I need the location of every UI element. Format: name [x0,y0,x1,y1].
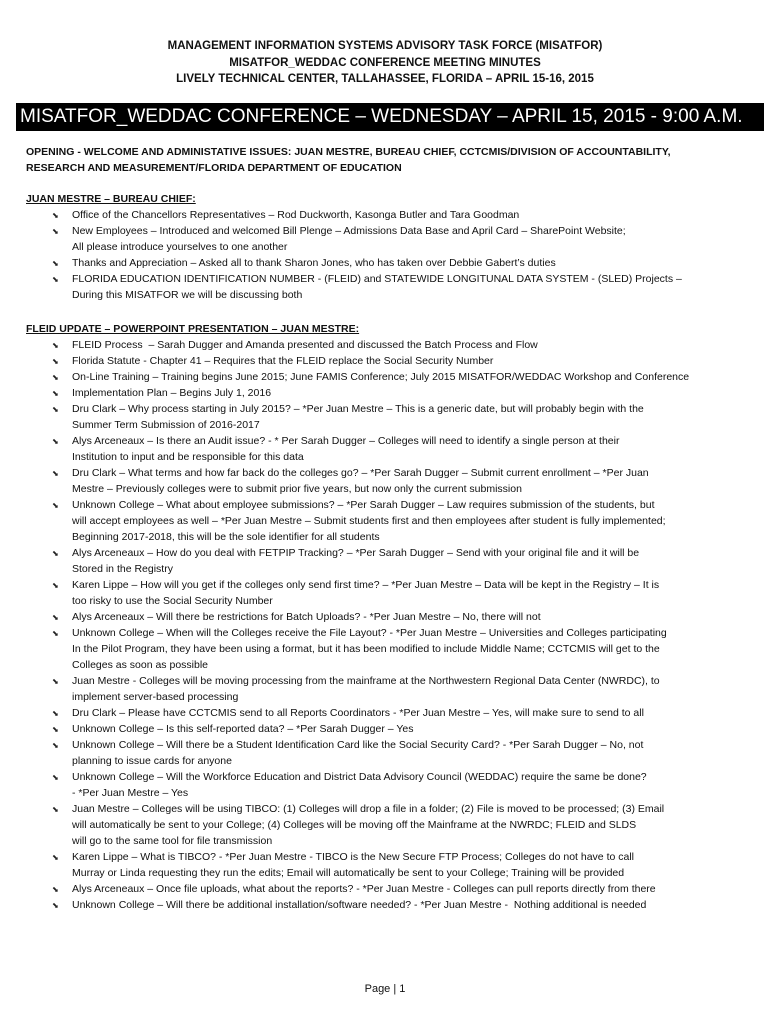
list-item [26,223,748,255]
list-item [26,497,748,545]
list-item-text: Alys Arceneaux – Is there an Audit issue? - * Per Sarah Dugger – Colleges will need to identify a single person at their Institution to input and be responsible for this data [72,435,620,463]
bullet-arrow-icon: ⬊ [52,357,59,366]
list-item-text: Unknown College – What about employee submissions? – *Per Sarah Dugger – Law requires submission of the students, but will accept employees as well – *Per Juan Mestre – Submit students first and then employees after student is fully implemented; Beginning 2017-2018, this will be the sole identifier for all students [72,499,666,543]
list-item [26,545,748,577]
list-item-text: Juan Mestre - Colleges will be moving processing from the mainframe at the Northwestern Regional Data Center (NWRDC), to implement server-based processing [72,675,660,703]
bullet-arrow-icon: ⬊ [52,227,59,236]
bullet-arrow-icon: ⬊ [52,677,59,686]
list-item-text: FLEID Process – Sarah Dugger and Amanda presented and discussed the Batch Process and Flow [72,339,538,351]
list-item-text: Dru Clark – What terms and how far back do the colleges go? – *Per Sarah Dugger – Submit current enrollment – *Per Juan Mestre – Previously colleges were to submit prior five years, but now only the current submission [72,467,649,495]
list-item-text: Thanks and Appreciation – Asked all to thank Sharon Jones, who has taken over Debbie Gabert’s duties [72,257,556,269]
bullet-arrow-icon: ⬊ [52,501,59,510]
bullet-arrow-icon: ⬊ [52,341,59,350]
fleid-update-list [26,337,748,913]
list-item [26,385,748,401]
list-item [26,769,748,801]
list-item-text: Florida Statute - Chapter 41 – Requires that the FLEID replace the Social Security Number [72,355,494,367]
bullet-arrow-icon: ⬊ [52,773,59,782]
bullet-arrow-icon: ⬊ [52,853,59,862]
list-item-text: New Employees – Introduced and welcomed Bill Plenge – Admissions Data Base and April Card – SharePoint Website; All please introduce yourselves to one another [72,225,626,253]
bullet-arrow-icon: ⬊ [52,885,59,894]
list-item-text: On-Line Training – Training begins June 2015; June FAMIS Conference; July 2015 MISATFOR/WEDDAC Workshop and Conference [72,371,690,383]
list-item-text: Alys Arceneaux – Will there be restrictions for Batch Uploads? - *Per Juan Mestre – No, there will not [72,611,541,623]
document-header [0,38,770,88]
header-line-2: MISATFOR_WEDDAC CONFERENCE MEETING MINUTES [229,56,541,69]
bullet-arrow-icon: ⬊ [52,405,59,414]
list-item [26,271,748,303]
list-item-text: Juan Mestre – Colleges will be using TIBCO: (1) Colleges will drop a file in a folder; (2) File is moved to be processed; (3) Email will automatically be sent to your College; (4) Colleges will be moving off the Mainframe at the NWRDC; FLEID and SLDS will go to the same tool for file transmission [72,803,665,847]
header-line-1: MANAGEMENT INFORMATION SYSTEMS ADVISORY TASK FORCE (MISATFOR) [167,40,603,52]
list-item [26,849,748,881]
bullet-arrow-icon: ⬊ [52,469,59,478]
list-item [26,465,748,497]
bullet-arrow-icon: ⬊ [52,709,59,718]
list-item [26,881,748,897]
list-item-text: Karen Lippe – What is TIBCO? - *Per Juan Mestre - TIBCO is the New Secure FTP Process; Colleges do not have to call Murray or Linda requesting they run the edits; Email will automatically be sent to your College; Training will be provided [72,851,634,879]
list-item [26,369,748,385]
list-item-text: Unknown College – Will there be a Student Identification Card like the Social Security Card? - *Per Sarah Dugger – No, not planning to issue cards for anyone [72,739,644,767]
opening-statement [26,145,746,176]
bullet-arrow-icon: ⬊ [52,259,59,268]
list-item [26,353,748,369]
list-item [26,801,748,849]
section-heading-fleid-update: FLEID UPDATE – POWERPOINT PRESENTATION – JUAN MESTRE: [26,323,360,335]
bullet-arrow-icon: ⬊ [52,901,59,910]
bullet-arrow-icon: ⬊ [52,275,59,284]
bullet-arrow-icon: ⬊ [52,437,59,446]
bullet-arrow-icon: ⬊ [52,805,59,814]
list-item-text: Unknown College – Will there be additional installation/software needed? - *Per Juan Mestre - Nothing additional is needed [72,899,647,911]
page-number: Page | 1 [364,983,406,995]
list-item [26,737,748,769]
list-item [26,433,748,465]
bullet-arrow-icon: ⬊ [52,373,59,382]
list-item [26,625,748,673]
bullet-arrow-icon: ⬊ [52,211,59,220]
list-item-text: Unknown College – When will the Colleges receive the File Layout? - *Per Juan Mestre – Universities and Colleges participating In the Pilot Program, they have been using a format, but it has been modified to include Middle Name; CCTCMIS will get to the Colleges as soon as possible [72,627,667,671]
list-item-text: Alys Arceneaux – Once file uploads, what about the reports? - *Per Juan Mestre - Colleges can pull reports directly from there [72,883,656,895]
list-item [26,577,748,609]
list-item [26,401,748,433]
list-item-text: Unknown College – Is this self-reported data? – *Per Sarah Dugger – Yes [72,723,414,735]
list-item-text: Office of the Chancellors Representatives – Rod Duckworth, Kasonga Butler and Tara Goodman [72,209,520,221]
bullet-arrow-icon: ⬊ [52,725,59,734]
list-item [26,897,748,913]
list-item [26,337,748,353]
list-item [26,609,748,625]
bullet-arrow-icon: ⬊ [52,629,59,638]
list-item-text: Dru Clark – Why process starting in July 2015? – *Per Juan Mestre – This is a generic date, but will probably begin with the Summer Term Submission of 2016-2017 [72,403,644,431]
list-item [26,705,748,721]
list-item-text: Alys Arceneaux – How do you deal with FETPIP Tracking? – *Per Sarah Dugger – Send with your original file and it will be Stored in the Registry [72,547,640,575]
section-heading-bureau-chief: JUAN MESTRE – BUREAU CHIEF: [26,193,196,205]
bullet-arrow-icon: ⬊ [52,741,59,750]
bullet-arrow-icon: ⬊ [52,549,59,558]
bullet-arrow-icon: ⬊ [52,581,59,590]
list-item [26,673,748,705]
list-item [26,721,748,737]
list-item-text: FLORIDA EDUCATION IDENTIFICATION NUMBER - (FLEID) and STATEWIDE LONGITUNAL DATA SYSTEM - (SLED) Projects – During this MISATFOR we will be discussing both [72,273,682,301]
list-item-text: Unknown College – Will the Workforce Education and District Data Advisory Council (WEDDAC) require the same be done? - *Per Juan Mestre – Yes [72,771,647,799]
header-line-3: LIVELY TECHNICAL CENTER, TALLAHASSEE, FLORIDA – APRIL 15-16, 2015 [176,73,594,85]
bullet-arrow-icon: ⬊ [52,613,59,622]
list-item-text: Implementation Plan – Begins July 1, 2016 [72,387,272,399]
opening-line-1: OPENING - WELCOME AND ADMINISTATIVE ISSUES: JUAN MESTRE, BUREAU CHIEF, CCTCMIS/DIVISION OF ACCOUNTABILITY, [26,146,671,158]
list-item [26,255,748,271]
opening-line-2: RESEARCH AND MEASUREMENT/FLORIDA DEPARTMENT OF EDUCATION [26,161,402,174]
list-item-text: Karen Lippe – How will you get if the colleges only send first time? – *Per Juan Mestre – Data will be kept in the Registry – It is too risky to use the Social Security Number [72,579,660,607]
bureau-chief-list [26,207,748,303]
bullet-arrow-icon: ⬊ [52,389,59,398]
session-banner: MISATFOR_WEDDAC CONFERENCE – WEDNESDAY – APRIL 15, 2015 - 9:00 A.M. [16,103,764,131]
list-item [26,207,748,223]
list-item-text: Dru Clark – Please have CCTCMIS send to all Reports Coordinators - *Per Juan Mestre – Yes, will make sure to send to all [72,707,644,719]
